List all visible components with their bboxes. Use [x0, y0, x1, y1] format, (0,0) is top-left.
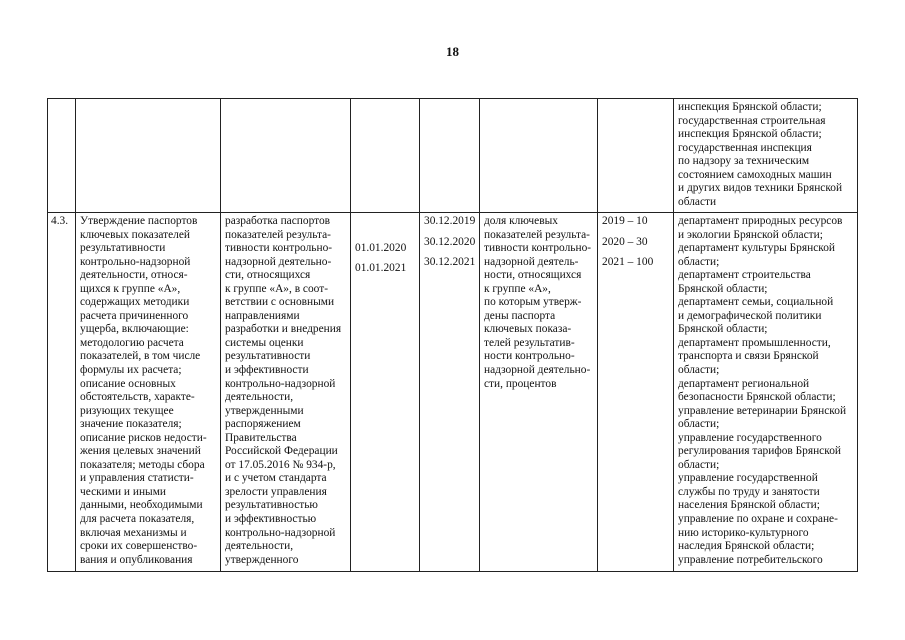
- text-line: зрелости управления: [225, 485, 327, 498]
- text-line: транспорта и связи Брянской: [678, 350, 819, 363]
- cell-values: [598, 99, 674, 213]
- text-line: к группе «А»,: [484, 282, 551, 295]
- start-date: [355, 221, 415, 235]
- text-line: показателей, в том числе: [80, 350, 201, 363]
- text-line: области;: [678, 418, 720, 431]
- cell-indicator: [480, 213, 598, 572]
- text-line: методологию расчета: [80, 336, 184, 349]
- text-line: и демографической политики: [678, 309, 822, 322]
- text-line: области;: [678, 255, 720, 268]
- text-line: щихся к группе «А»,: [80, 282, 181, 295]
- text-line: распоряжением: [225, 418, 301, 431]
- text-line: ветствии с основными: [225, 296, 335, 309]
- text-line: разработка паспортов: [225, 215, 331, 227]
- text-line: ческими и иными: [80, 485, 166, 498]
- cell-end-date: [420, 99, 480, 213]
- text-line: и эффективности: [225, 364, 309, 377]
- text-line: по надзору за техническим: [678, 155, 810, 168]
- text-line: наследия Брянской области;: [678, 540, 815, 553]
- text-line: ности, относящихся: [484, 269, 582, 282]
- text-line: управление по охране и сохране-: [678, 513, 838, 526]
- text-line: управление государственной: [678, 472, 818, 485]
- text-line: области;: [678, 458, 720, 471]
- text-line: от 17.05.2016 № 934-р,: [225, 458, 336, 471]
- table-row-continuation: [48, 99, 858, 213]
- text-line: описание рисков недости-: [80, 431, 207, 444]
- text-line: деятельности, относя-: [80, 269, 188, 282]
- text-line: и других видов техники Брянской: [678, 182, 843, 195]
- text-line: надзорной деятельно-: [484, 364, 591, 377]
- text-line: данными, необходимыми: [80, 499, 203, 512]
- text-line: телей результатив-: [484, 336, 575, 349]
- text-line: деятельности,: [225, 540, 294, 553]
- text-line: тивности контрольно-: [484, 242, 592, 255]
- text-line: области;: [678, 364, 720, 377]
- text-line: жения целевых значений: [80, 445, 201, 458]
- cell-values: [598, 213, 674, 572]
- text-line: доля ключевых: [484, 215, 558, 227]
- text-line: результативности: [80, 242, 166, 255]
- measures-table: [47, 98, 858, 572]
- text-line: и экологии Брянской области;: [678, 228, 823, 241]
- text-line: надзорной деятельно-: [225, 255, 332, 268]
- text-line: показателей результа-: [225, 228, 331, 241]
- text-line: Российской Федерации: [225, 445, 338, 458]
- cell-name: [76, 99, 221, 213]
- cell-result: [221, 99, 351, 213]
- cell-responsible: [674, 213, 858, 572]
- text-line: обстоятельств, характе-: [80, 391, 195, 404]
- cell-name: [76, 213, 221, 572]
- text-line: департамент промышленности,: [678, 336, 831, 349]
- text-line: контрольно-надзорной: [225, 377, 336, 390]
- text-line: ключевых показателей: [80, 228, 190, 241]
- text-line: дены паспорта: [484, 309, 556, 322]
- text-line: описание основных: [80, 377, 176, 390]
- text-line: департамент региональной: [678, 377, 810, 390]
- cell-result: [221, 213, 351, 572]
- text-line: Брянской области;: [678, 282, 768, 295]
- cell-start-date: [351, 213, 420, 572]
- text-line: и с учетом стандарта: [225, 472, 327, 485]
- row-number: 4.3.: [51, 215, 69, 227]
- text-line: ризующих текущее: [80, 404, 174, 417]
- text-line: инспекция Брянской области;: [678, 101, 822, 113]
- text-line: результативности: [225, 350, 311, 363]
- text-line: и управления статисти-: [80, 472, 194, 485]
- text-line: надзорной деятель-: [484, 255, 579, 268]
- text-line: состоянием самоходных машин: [678, 168, 832, 181]
- text-line: контрольно-надзорной: [225, 526, 336, 539]
- text-line: и эффективностью: [225, 513, 317, 526]
- text-line: управление ветеринарии Брянской: [678, 404, 847, 417]
- start-date: 01.01.2021: [355, 262, 407, 275]
- text-line: управление государственного: [678, 431, 822, 444]
- text-line: государственная строительная: [678, 114, 826, 127]
- end-date: 30.12.2019: [424, 215, 476, 227]
- target-value: 2019 – 10: [602, 215, 648, 227]
- text-line: утвержденного: [225, 553, 299, 566]
- text-line: департамент семьи, социальной: [678, 296, 834, 309]
- text-line: департамент природных ресурсов: [678, 215, 843, 227]
- cell-end-date: [420, 213, 480, 572]
- text-line: департамент строительства: [678, 269, 811, 282]
- text-line: показателей результа-: [484, 228, 590, 241]
- end-date: 30.12.2021: [424, 256, 476, 269]
- text-line: тивности контрольно-: [225, 242, 333, 255]
- text-line: Утверждение паспортов: [80, 215, 198, 227]
- target-value: 2021 – 100: [602, 256, 654, 269]
- cell-number: [48, 213, 76, 572]
- text-line: показателя; методы сбора: [80, 458, 205, 471]
- text-line: значение показателя;: [80, 418, 182, 431]
- text-line: контрольно-надзорной: [80, 255, 191, 268]
- text-line: ключевых показа-: [484, 323, 572, 336]
- text-line: результативностью: [225, 499, 318, 512]
- text-line: государственная инспекция: [678, 141, 812, 154]
- page-number: 18: [446, 44, 459, 59]
- text-line: вания и опубликования: [80, 553, 193, 566]
- text-line: деятельности,: [225, 391, 294, 404]
- text-line: формулы их расчета;: [80, 364, 182, 377]
- text-line: Правительства: [225, 431, 297, 444]
- text-line: сти, процентов: [484, 377, 557, 390]
- text-line: по которым утверж-: [484, 296, 582, 309]
- text-line: управление потребительского: [678, 553, 823, 566]
- text-line: инспекция Брянской области;: [678, 128, 822, 141]
- cell-indicator: [480, 99, 598, 213]
- text-line: ности контрольно-: [484, 350, 575, 363]
- text-line: утвержденными: [225, 404, 304, 417]
- text-line: системы оценки: [225, 336, 304, 349]
- text-line: безопасности Брянской области;: [678, 391, 836, 404]
- cell-responsible: [674, 99, 858, 213]
- text-line: регулирования тарифов Брянской: [678, 445, 841, 458]
- text-line: населения Брянской области;: [678, 499, 820, 512]
- text-line: области: [678, 195, 717, 208]
- text-line: департамент культуры Брянской: [678, 242, 836, 255]
- text-line: расчета причиненного: [80, 309, 189, 322]
- text-line: Брянской области;: [678, 323, 768, 336]
- text-line: сроки их совершенство-: [80, 540, 198, 553]
- text-line: нию историко-культурного: [678, 526, 809, 539]
- cell-start-date: [351, 99, 420, 213]
- text-line: сти, относящихся: [225, 269, 311, 282]
- text-line: службы по труду и занятости: [678, 485, 820, 498]
- cell-number: [48, 99, 76, 213]
- text-line: направлениями: [225, 309, 300, 322]
- text-line: включая механизмы и: [80, 526, 187, 539]
- target-value: 2020 – 30: [602, 235, 648, 248]
- start-date: 01.01.2020: [355, 241, 407, 254]
- text-line: для расчета показателя,: [80, 513, 195, 526]
- text-line: к группе «А», в соот-: [225, 282, 328, 295]
- text-line: разработки и внедрения: [225, 323, 342, 336]
- table-row-4-3: [48, 213, 858, 572]
- end-date: 30.12.2020: [424, 235, 476, 248]
- text-line: ущерба, включающие:: [80, 323, 189, 336]
- text-line: содержащих методики: [80, 296, 190, 309]
